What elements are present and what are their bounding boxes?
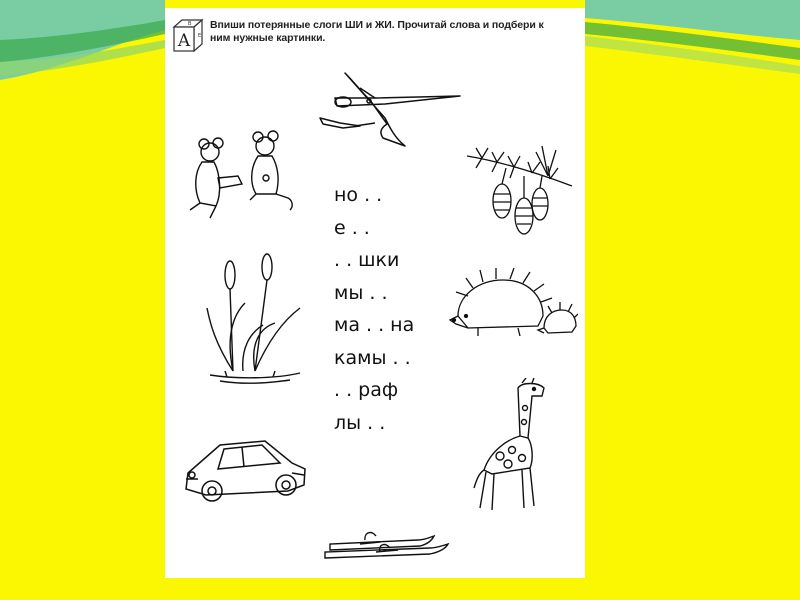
word-list (334, 179, 414, 439)
word-item: но . . (334, 184, 383, 206)
car-icon (180, 433, 310, 508)
word-item: мы . . (334, 281, 388, 304)
pine-branch-cones-icon (462, 136, 577, 246)
abc-cube-letter: A (177, 31, 191, 51)
word-item: камы . . (334, 346, 411, 369)
giraffe-icon (470, 378, 560, 513)
word-item: лы . . (334, 411, 386, 434)
svg-text:B: B (188, 21, 192, 27)
reeds-icon (205, 253, 305, 388)
skis-icon (320, 528, 450, 568)
hedgehogs-icon (448, 266, 578, 346)
task-instruction: Впиши потерянные слоги ШИ и ЖИ. Прочитай слова и подбери к ним нужные картинки. (210, 19, 544, 44)
word-item: ма . . на (334, 314, 415, 336)
mice-icon (180, 128, 300, 228)
svg-text:E: E (198, 33, 202, 39)
knives-scissors-icon (315, 68, 465, 153)
abc-cube-icon (171, 17, 205, 53)
word-item: е . . (334, 216, 370, 239)
word-item: . . раф (334, 379, 399, 401)
worksheet-page (165, 8, 585, 578)
word-item: . . шки (334, 249, 400, 271)
